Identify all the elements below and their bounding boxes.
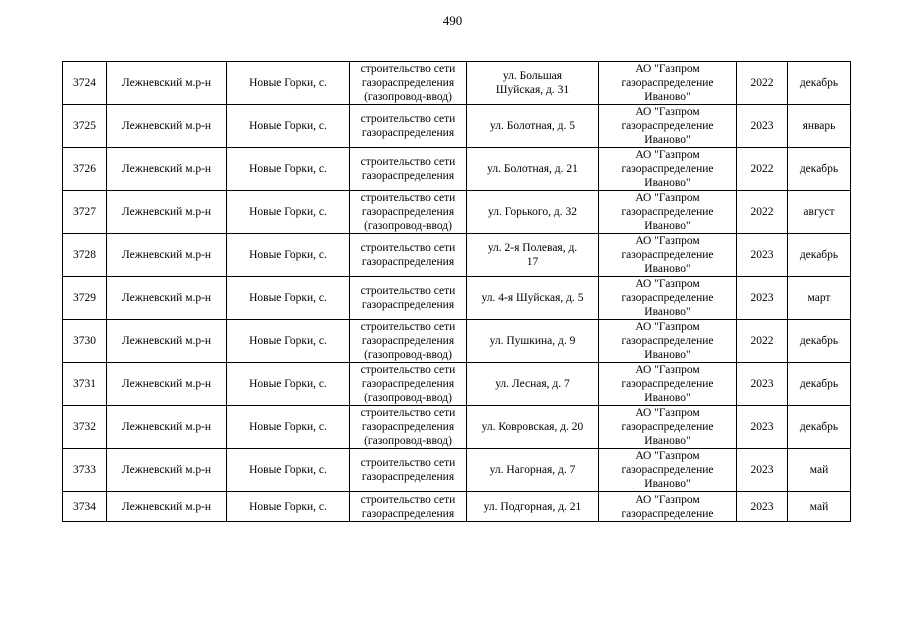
year-cell: 2023 [750,120,774,132]
address-cell: ул. Лесная, д. 7 [495,378,570,390]
month-cell: декабрь [799,378,839,390]
table-row [63,191,851,234]
district-cell: Лежневский м.р-н [121,292,212,304]
district-cell: Лежневский м.р-н [121,163,212,175]
work-type-cell: строительство сети газораспределения (газопровод-ввод) [360,407,456,447]
locality-cell: Новые Горки, с. [249,421,327,433]
locality-cell: Новые Горки, с. [249,500,327,513]
address-cell: ул. Пушкина, д. 9 [489,335,576,347]
year-cell: 2022 [750,163,774,175]
row-number: 3732 [73,421,96,433]
month-cell: август [803,206,835,218]
locality-cell: Новые Горки, с. [249,77,327,89]
gas-network-registry-table [62,61,851,522]
address-cell: ул. 4-я Шуйская, д. 5 [481,292,584,304]
locality-cell: Новые Горки, с. [249,335,327,347]
district-cell: Лежневский м.р-н [121,421,212,433]
table-row [63,406,851,449]
organization-cell: АО "Газпром газораспределение Иваново" [621,407,714,447]
table-row [63,62,851,105]
row-number: 3733 [73,464,96,476]
district-cell: Лежневский м.р-н [121,249,212,261]
organization-cell: АО "Газпром газораспределение Иваново" [621,192,714,232]
district-cell: Лежневский м.р-н [121,378,212,390]
month-cell: январь [802,120,836,132]
month-cell: май [809,464,829,476]
locality-cell: Новые Горки, с. [249,464,327,476]
row-number: 3731 [73,378,96,390]
locality-cell: Новые Горки, с. [249,249,327,261]
year-cell: 2023 [750,292,774,304]
table-row [63,234,851,277]
row-number: 3726 [73,163,96,175]
organization-cell: АО "Газпром газораспределение Иваново" [621,450,714,490]
organization-cell: АО "Газпром газораспределение Иваново" [621,149,714,189]
locality-cell: Новые Горки, с. [249,378,327,390]
district-cell: Лежневский м.р-н [121,500,212,513]
locality-cell: Новые Горки, с. [249,120,327,132]
month-cell: декабрь [799,249,839,261]
table-row [63,320,851,363]
address-cell: ул. Большая Шуйская, д. 31 [495,70,570,96]
address-cell: ул. Горького, д. 32 [488,206,577,218]
locality-cell: Новые Горки, с. [249,206,327,218]
page-number: 490 [442,13,463,28]
work-type-cell: строительство сети газораспределения (газопровод-ввод) [360,63,456,103]
row-number: 3728 [73,249,96,261]
address-cell: ул. Болотная, д. 5 [490,120,575,132]
table-row [63,492,851,522]
locality-cell: Новые Горки, с. [249,163,327,175]
year-cell: 2023 [750,421,774,433]
row-number: 3734 [73,500,96,513]
table-row [63,449,851,492]
district-cell: Лежневский м.р-н [121,206,212,218]
organization-cell: АО "Газпром газораспределение Иваново" [621,278,714,318]
month-cell: май [809,500,829,513]
work-type-cell: строительство сети газораспределения [360,156,456,182]
address-cell: ул. Ковровская, д. 20 [481,421,584,433]
organization-cell: АО "Газпром газораспределение Иваново" [621,235,714,275]
district-cell: Лежневский м.р-н [121,77,212,89]
year-cell: 2022 [750,335,774,347]
month-cell: декабрь [799,77,839,89]
organization-cell: АО "Газпром газораспределение Иваново" [621,63,714,103]
work-type-cell: строительство сети газораспределения [360,242,456,268]
row-number: 3729 [73,292,96,304]
year-cell: 2022 [750,77,774,89]
district-cell: Лежневский м.р-н [121,120,212,132]
work-type-cell: строительство сети газораспределения (газопровод-ввод) [360,192,456,232]
work-type-cell: строительство сети газораспределения (газопровод-ввод) [360,364,456,404]
address-cell: ул. 2-я Полевая, д. 17 [487,242,578,268]
organization-cell: АО "Газпром газораспределение Иваново" [621,364,714,404]
year-cell: 2023 [750,378,774,390]
address-cell: ул. Нагорная, д. 7 [489,464,576,476]
row-number: 3730 [73,335,96,347]
month-cell: март [807,292,831,304]
year-cell: 2022 [750,206,774,218]
district-cell: Лежневский м.р-н [121,335,212,347]
table-row [63,277,851,320]
row-number: 3724 [73,77,96,89]
district-cell: Лежневский м.р-н [121,464,212,476]
organization-cell: АО "Газпром газораспределение Иваново" [621,106,714,146]
work-type-cell: строительство сети газораспределения [360,285,456,311]
month-cell: декабрь [799,335,839,347]
row-number: 3725 [73,120,96,132]
work-type-cell: строительство сети газораспределения [360,113,456,139]
work-type-cell: строительство сети газораспределения [360,457,456,483]
work-type-cell: строительство сети газораспределения [360,494,456,520]
organization-cell: АО "Газпром газораспределение [621,494,714,520]
organization-cell: АО "Газпром газораспределение Иваново" [621,321,714,361]
year-cell: 2023 [750,464,774,476]
row-number: 3727 [73,206,96,218]
address-cell: ул. Подгорная, д. 21 [483,500,582,513]
work-type-cell: строительство сети газораспределения (газопровод-ввод) [360,321,456,361]
month-cell: декабрь [799,421,839,433]
table-row [63,105,851,148]
year-cell: 2023 [750,500,774,513]
year-cell: 2023 [750,249,774,261]
table-row [63,363,851,406]
table-row [63,148,851,191]
month-cell: декабрь [799,163,839,175]
locality-cell: Новые Горки, с. [249,292,327,304]
address-cell: ул. Болотная, д. 21 [487,163,578,175]
